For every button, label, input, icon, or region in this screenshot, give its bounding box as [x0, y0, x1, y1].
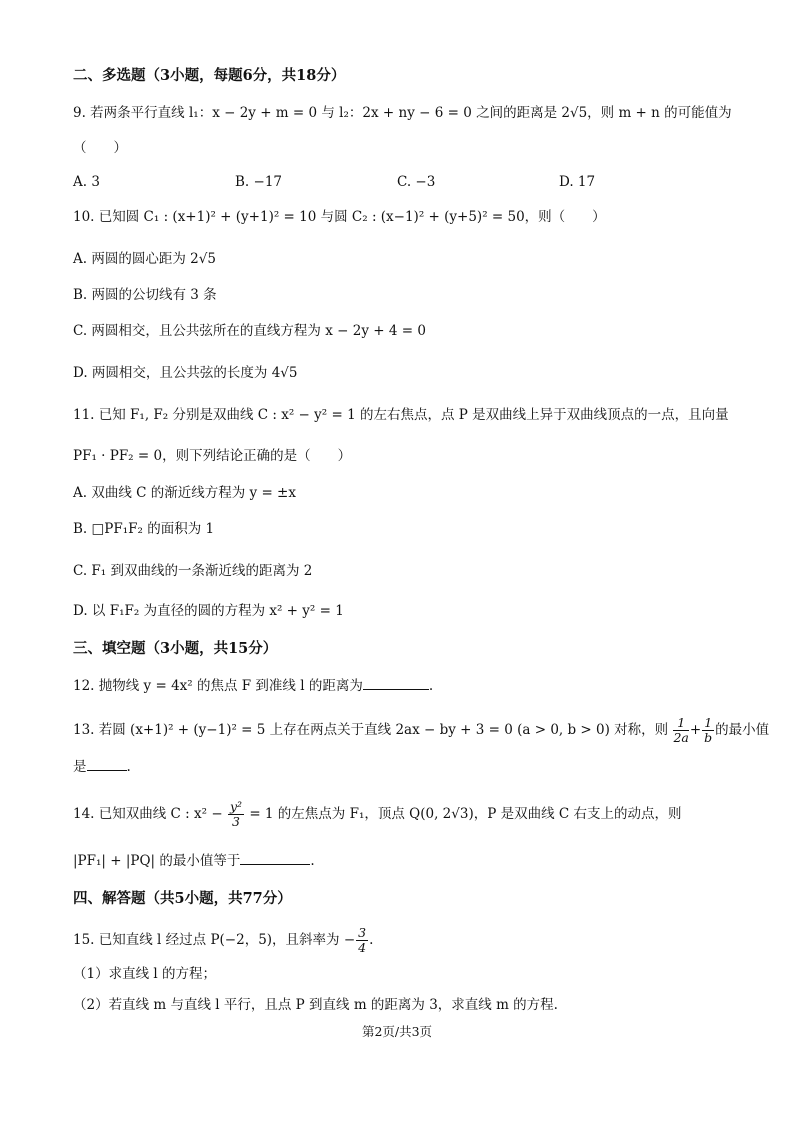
question-11-stem-line2: PF₁ · PF₂ = 0，则下列结论正确的是（ ）	[73, 448, 352, 464]
section-title-solutions: 四、解答题（共5小题，共77分）	[73, 890, 292, 907]
question-10-option-c: C. 两圆相交，且公共弦所在的直线方程为 x − 2y + 4 = 0	[73, 323, 426, 339]
question-10-option-d: D. 两圆相交，且公共弦的长度为 4√5	[73, 365, 298, 381]
question-12-stem: 12. 抛物线 y = 4x² 的焦点 F 到准线 l 的距离为	[73, 678, 363, 694]
question-15-part-2: （2）若直线 m 与直线 l 平行，且点 P 到直线 m 的距离为 3，求直线 m 的方程.	[73, 997, 558, 1013]
fraction-1-over-2a: $\frac{1}{2a}$	[673, 715, 689, 745]
question-11-option-a: A. 双曲线 C 的渐近线方程为 y = ±x	[73, 485, 296, 501]
fraction-y2-over-3: $\frac{\text{y²}}{3}$	[229, 799, 243, 829]
question-15-stem: 15. 已知直线 l 经过点 P(−2，5)，且斜率为 − $\frac{3}{4}$ .	[73, 925, 374, 955]
question-13-line1: 13. 若圆 (x+1)² + (y−1)² = 5 上存在两点关于直线 2ax − by + 3 = 0 (a > 0, b > 0) 对称，则 $\frac{1}{2a}$ + $\frac{1}{b}$ 的最小值	[73, 715, 770, 745]
question-12	[73, 677, 754, 695]
option-a: A. 3	[73, 174, 100, 190]
option-b: B. −17	[235, 174, 282, 190]
question-13-stem: 13. 若圆 (x+1)² + (y−1)² = 5 上存在两点关于直线 2ax − by + 3 = 0 (a > 0, b > 0) 对称，则	[73, 722, 669, 738]
answer-blank	[87, 758, 127, 771]
period: .	[428, 678, 434, 694]
answer-blank	[240, 852, 310, 865]
question-13-line2: 是 .	[73, 759, 131, 775]
question-11-option-b: B. □PF₁F₂ 的面积为 1	[73, 521, 215, 537]
fraction-3-over-4: $\frac{3}{4}$	[358, 925, 367, 955]
question-9-options	[73, 173, 754, 191]
question-9-paren: （ ）	[73, 140, 127, 156]
question-11-stem-line1: 11. 已知 F₁, F₂ 分别是双曲线 C : x² − y² = 1 的左右焦点，点 P 是双曲线上异于双曲线顶点的一点，且向量	[73, 407, 729, 423]
question-9-stem: 9. 若两条平行直线 l₁：x − 2y + m = 0 与 l₂：2x + ny − 6 = 0 之间的距离是 2√5，则 m + n 的可能值为	[73, 105, 732, 121]
question-14-line1: 14. 已知双曲线 C : x² − $\frac{\text{y²}}{3}$ = 1 的左焦点为 F₁，顶点 Q(0, 2√3)，P 是双曲线 C 右支上的动点，则	[73, 799, 682, 829]
option-c: C. −3	[397, 174, 436, 190]
question-10-option-a: A. 两圆的圆心距为 2√5	[73, 251, 216, 267]
question-11-option-d: D. 以 F₁F₂ 为直径的圆的方程为 x² + y² = 1	[73, 603, 344, 619]
page-footer: 第2页/共3页	[361, 1024, 433, 1039]
section-title-fill-in: 三、填空题（3小题，共15分）	[73, 640, 278, 657]
question-11-option-c: C. F₁ 到双曲线的一条渐近线的距离为 2	[73, 563, 313, 579]
option-d: D. 17	[559, 174, 596, 190]
question-15-part-1: （1）求直线 l 的方程；	[73, 966, 216, 982]
question-10-option-b: B. 两圆的公切线有 3 条	[73, 287, 217, 303]
section-title-multiple-choice: 二、多选题（3小题，每题6分，共18分）	[73, 67, 346, 84]
answer-blank	[363, 677, 429, 690]
question-10-stem: 10. 已知圆 C₁ : (x+1)² + (y+1)² = 10 与圆 C₂ : (x−1)² + (y+5)² = 50，则（ ）	[73, 209, 606, 225]
question-14-line2: |PF₁| + |PQ| 的最小值等于 .	[73, 853, 315, 869]
fraction-1-over-b: $\frac{1}{b}$	[704, 715, 713, 745]
